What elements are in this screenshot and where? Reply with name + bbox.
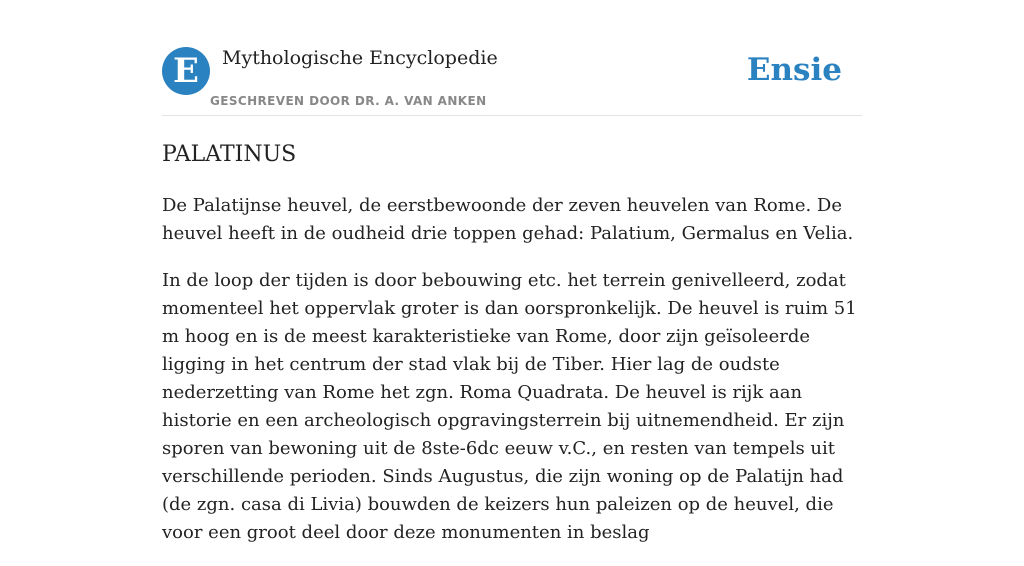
- entry-paragraph: In de loop der tijden is door bebouwing etc. het terrein genivelleerd, zodat momenteel het oppervlak groter is dan oorspronkelijk. De heuvel is ruim 51 m hoog en is de meest karakteristieke van Rome, door zijn geïsoleerde ligging in het centrum der stad vlak bij de Tiber. Hier lag de oudste nederzetting van Rome het zgn. Roma Quadrata. De heuvel is rijk aan historie en een archeologisch opgravingsterrein bij uitnemendheid. Er zijn sporen van bewoning uit de 8ste-6dc eeuw v.C., en resten van tempels uit verschillende perioden. Sinds Augustus, die zijn woning op de Palatijn had (de zgn. casa di Livia) bouwden de keizers hun paleizen op de heuvel, die voor een groot deel door deze monumenten in beslag: [162, 270, 857, 543]
- entry-title: PALATINUS: [162, 142, 297, 167]
- encyclopedia-logo-badge[interactable]: E: [162, 47, 210, 95]
- page: [162, 0, 862, 543]
- entry-paragraph: De Palatijnse heuvel, de eerstbewoonde der zeven heuvelen van Rome. De heuvel heeft in de oudheid drie toppen gehad: Palatium, Germalus en Velia.: [162, 195, 854, 244]
- header: [162, 0, 862, 116]
- ensie-brand-logo[interactable]: Ensie: [746, 52, 842, 88]
- entry-content: [162, 192, 862, 566]
- author-byline[interactable]: GESCHREVEN DOOR DR. A. VAN ANKEN: [210, 94, 487, 108]
- book-title[interactable]: Mythologische Encyclopedie: [222, 47, 498, 69]
